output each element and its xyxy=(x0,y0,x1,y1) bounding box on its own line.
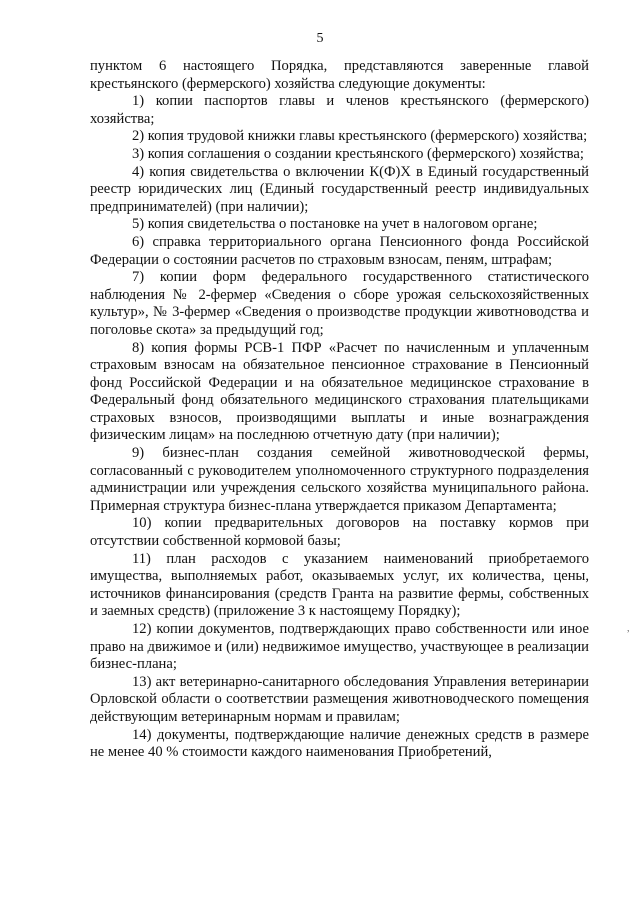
page-number: 5 xyxy=(316,31,324,46)
list-item-1: 1) копии паспортов главы и членов крестьянского (фермерского) хозяйства; xyxy=(90,93,589,127)
list-item-3: 3) копия соглашения о создании крестьянского (фермерского) хозяйства; xyxy=(132,145,584,162)
list-item-2: 2) копия трудовой книжки главы крестьянского (фермерского) хозяйства; xyxy=(132,128,588,145)
list-item-5: 5) копия свидетельства о постановке на учет в налоговом органе; xyxy=(132,216,538,233)
list-item-6: 6) справка территориального органа Пенсионного фонда Российской Федерации о состоянии расчетов по страховым взносам, пеням, штрафам; xyxy=(90,233,589,268)
list-item-4: 4) копия свидетельства о включении К(Ф)Х в Единый государственный реестр юридических лиц (Единый государственный реестр индивидуальных предпринимателей) (при наличии); xyxy=(90,163,589,215)
margin-mark: , xyxy=(627,623,630,634)
document-body xyxy=(90,58,589,762)
list-item-13: 13) акт ветеринарно-санитарного обследования Управления ветеринарии Орловской области о соответствии размещения животноводческого помещения действующим ветеринарным нормам и правилам; xyxy=(90,673,589,725)
list-item-7: 7) копии форм федерального государственного статистического наблюдения № 2-фермер «Сведения о сборе урожая сельскохозяйственных культур», № 3-фермер «Сведения о производстве продукции животноводства и поголовье скота» за предыдущий год; xyxy=(90,269,589,338)
list-item-12: 12) копии документов, подтверждающих право собственности или иное право на движимое и (или) недвижимое имущество, участвующее в реализации бизнес-плана; xyxy=(90,621,589,673)
paragraph-intro: пунктом 6 настоящего Порядка, представляются заверенные главой крестьянского (фермерского) хозяйства следующие документы: xyxy=(90,58,589,92)
list-item-14: 14) документы, подтверждающие наличие денежных средств в размере не менее 40 % стоимости каждого наименования Приобретений, xyxy=(90,726,589,761)
list-item-8: 8) копия формы РСВ-1 ПФР «Расчет по начисленным и уплаченным страховым взносам на обязательное пенсионное страхование в Пенсионный фонд Российской Федерации и на обязательное медицинское страхование в Федеральный фонд обязательного медицинского страхования плательщиками страховых взносов, производящими выплаты и иные вознаграждения физическим лицам» на последнюю отчетную дату (при наличии); xyxy=(90,339,589,444)
list-item-9: 9) бизнес-план создания семейной животноводческой фермы, согласованный с руководителем уполномоченного структурного подразделения администрации или учреждения сельского хозяйства муниципального района. Примерная структура бизнес-плана утверждается приказом Департамента; xyxy=(90,445,589,514)
list-item-11: 11) план расходов с указанием наименований приобретаемого имущества, выполняемых работ, оказываемых услуг, их количества, цены, источников финансирования (средств Гранта на развитие фермы, собственных и заемных средств) (приложение 3 к настоящему Порядку); xyxy=(90,550,589,620)
list-item-10: 10) копии предварительных договоров на поставку кормов при отсутствии собственной кормовой базы; xyxy=(90,515,589,550)
